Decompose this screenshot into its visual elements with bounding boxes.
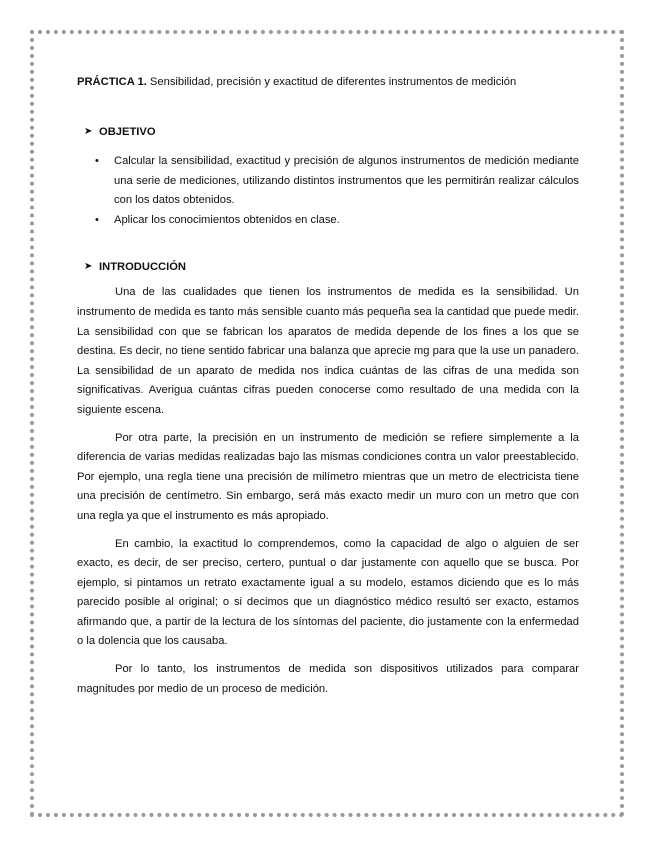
objective-heading: [77, 124, 579, 140]
arrow-bullet-icon: ➤: [84, 126, 93, 137]
title-text: Sensibilidad, precisión y exactitud de diferentes instrumentos de medición: [146, 76, 517, 88]
paragraph: Por lo tanto, los instrumentos de medida son dispositivos utilizados para comparar magnitudes por medio de un proceso de medición.: [77, 663, 579, 695]
introduction-heading: [77, 259, 579, 275]
paragraph: Por otra parte, la precisión en un instrumento de medición se refiere simplemente a la diferencia de varias medidas realizadas bajo las mismas condiciones contra un valor preestablecido. Por ejemplo, una regla tiene una precisión de milímetro mientras que un metro de electricista tiene una precisión de centímetro. Sin embargo, será más exacto medir un muro con un metro que con una regla ya que el instrumento es más apropiado.: [77, 431, 579, 522]
bullet-dot-icon: •: [95, 213, 99, 226]
page-title: [77, 74, 579, 90]
list-item-text: Calcular la sensibilidad, exactitud y precisión de algunos instrumentos de medición mediante una serie de mediciones, utilizando distintos instrumentos que les permitirán realizar cálculos con los datos obtenidos.: [114, 155, 579, 207]
paragraph: Una de las cualidades que tienen los instrumentos de medida es la sensibilidad. Un instrumento de medida es tanto más sensible cuanto más pequeña sea la cantidad que puede medir. La sensibilidad con que se fabrican los aparatos de medida depende de los fines a los que se destina. Es decir, no tiene sentido fabricar una balanza que aprecie mg para que la use un panadero. La sensibilidad de un aparato de medida nos indica cuántas de las cifras de una medida son significativas. Averigua cuántas cifras pueden conocerse como resultado de una medida con la siguiente escena.: [77, 286, 579, 416]
introduction-heading-text: INTRODUCCIÓN: [99, 261, 187, 274]
arrow-bullet-icon: ➤: [84, 261, 93, 273]
list-item: [77, 152, 579, 211]
list-item: [77, 211, 579, 231]
list-item-text: Aplicar los conocimientos obtenidos en clase.: [114, 213, 340, 226]
objective-heading-text: OBJETIVO: [99, 126, 156, 138]
document-body: [77, 74, 579, 707]
paragraph: En cambio, la exactitud lo comprendemos, como la capacidad de algo o alguien de ser exacto, es decir, de ser preciso, certero, puntual o dar justamente con aquello que se busca. Por ejemplo, si pintamos un retrato exactamente igual a su modelo, estamos diciendo que es lo más parecido posible al original; o si decimos que un diagnóstico médico resultó ser exacto, estamos afirmando que, a partir de la lectura de los síntomas del paciente, dio justamente con la enfermedad o la dolencia que los causaba.: [77, 537, 579, 648]
title-label: PRÁCTICA 1.: [77, 76, 147, 88]
bullet-dot-icon: •: [95, 155, 99, 167]
objective-list: [77, 152, 579, 230]
